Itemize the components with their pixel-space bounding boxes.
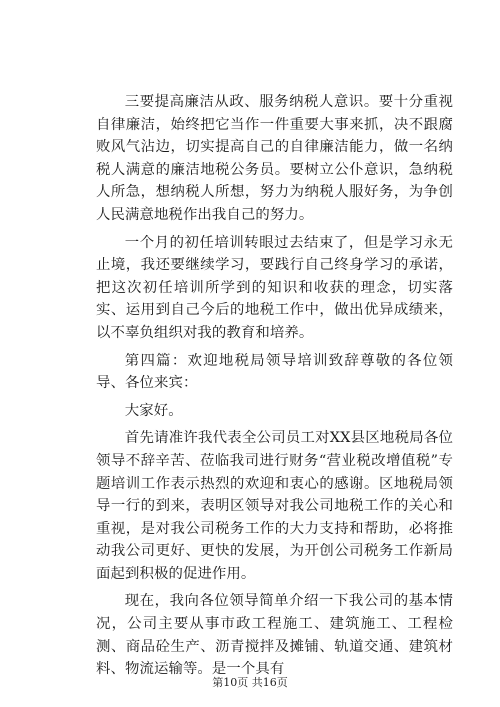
paragraph-integrity: 三要提高廉洁从政、服务纳税人意识。要十分重视自律廉洁，始终把它当作一件重要大事来抓，决不跟腐败风气沾边，切实提高自己的自律廉洁能力，做一名纳税人满意的廉洁地税公务员。要树立公仆意识，急纳税人所急，想纳税人所想，努力为纳税人服好务，为争创人民满意地税作出我自己的努力。 [96,94,453,223]
paragraph-greeting: 大家好。 [124,402,183,419]
paragraph-welcome: 首先请准许我代表全公司员工对XX县区地税局各位领导不辞辛苦、莅临我司进行财务“营业税改增值税”专题培训工作表示热烈的欢迎和衷心的感谢。区地税局领导一行的到来，表明区领导对我公司地税工作的关心和重视，是对我公司税务工作的大力支持和帮助，必将推动我公司更好、更快的发展，为开创公司税务工作新局面起到积极的促进作用。 [96,430,453,582]
paragraph-continued-learning: 一个月的初任培训转眼过去结束了，但是学习永无止境，我还要继续学习，要践行自己终身学习的承诺，把这次初任培训所学到的知识和收获的理念，切实落实、运用到自己今后的地税工作中，做出优异成绩来，以不辜负组织对我的教育和培养。 [96,234,453,341]
paragraph-company-intro: 现在，我向各位领导简单介绍一下我公司的基本情况，公司主要从事市政工程施工、建筑施工、工程检测、商品砼生产、沥青搅拌及摊铺、轨道交通、建筑材料、物流运输等。是一个具有 [96,593,453,678]
section-heading-part-four: 第四篇：欢迎地税局领导培训致辞尊敬的各位领导、各位来宾： [96,352,453,392]
document-body [96,91,453,686]
page-number-footer: 第10页 共16页 [212,676,288,689]
